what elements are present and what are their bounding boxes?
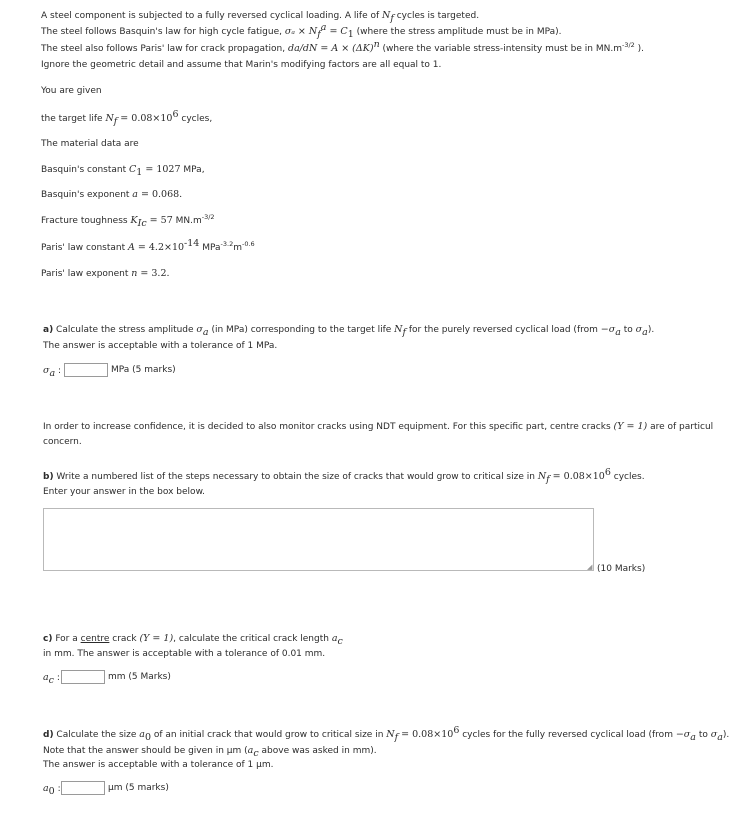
part-b-instruction: Enter your answer in the box below. xyxy=(43,487,205,497)
paris-constant: Paris' law constant $A = 4.2\times 10^{-14}$ $MPa^{-3.2}m^{-0.6}$ xyxy=(41,238,255,253)
material-heading: The material data are xyxy=(41,139,139,149)
part-c-unit-marks: mm (5 Marks) xyxy=(108,672,171,682)
part-d-note: Note that the answer should be given in μm ($a_c$ above was asked in mm). xyxy=(43,745,377,759)
part-a-input-label: $\sigma_a$ : xyxy=(43,365,62,379)
sigma-a-input[interactable] xyxy=(64,363,108,377)
ndt-paragraph-line-2: concern. xyxy=(43,437,82,447)
part-d-question: d) Calculate the size $a_0$ of an initial crack that would grow to critical size in $N_f = 0.08\times 10^6$ cycles for the fully reversed cyclical load (from $-\sigma_a$ to $\sigma_a$). xyxy=(43,725,729,743)
part-a-unit-marks: MPa (5 marks) xyxy=(111,365,176,375)
part-b-marks: (10 Marks) xyxy=(597,564,646,574)
part-a-question: a) Calculate the stress amplitude $\sigma_a$ (in MPa) corresponding to the target life $N_f$ for the purely reversed cyclical load (from $-\sigma_a$ to $\sigma_a$). xyxy=(43,324,655,338)
paris-exponent: Paris' law exponent n = 3.2. xyxy=(41,268,170,279)
resize-handle-icon[interactable]: ◢ xyxy=(587,563,593,571)
part-c-question: c) For a centre crack (Y = 1), calculate the critical crack length $a_c$ xyxy=(43,633,343,647)
basquin-exponent: Basquin's exponent a = 0.068. xyxy=(41,189,183,200)
fracture-toughness: Fracture toughness $K_{Ic} = 57$ $MN.m^{-3/2}$ xyxy=(41,213,215,229)
intro-line-2: The steel follows Basquin's law for high cycle fatigue, $\sigma_a \times N_f^a = C_1$ (where the stress amplitude must be in MPa). xyxy=(41,22,562,40)
intro-line-4: Ignore the geometric detail and assume that Marin's modifying factors are all equal to 1. xyxy=(41,60,442,70)
part-b-question: b) Write a numbered list of the steps necessary to obtain the size of cracks that would grow to critical size in $N_f = 0.08\times 10^6$ cycles. xyxy=(43,467,645,485)
part-d-unit-marks: μm (5 marks) xyxy=(108,783,169,793)
part-c-line-2: in mm. The answer is acceptable with a tolerance of 0.01 mm. xyxy=(43,649,326,659)
steps-textarea[interactable] xyxy=(43,508,594,571)
target-life: the target life $N_f = 0.08\times 10^6$ cycles, xyxy=(41,109,213,127)
given-heading: You are given xyxy=(41,86,102,96)
initial-crack-input[interactable] xyxy=(61,781,105,795)
ndt-paragraph-line-1: In order to increase confidence, it is decided to also monitor cracks using NDT equipment. For this specific part, centre cracks (Y = 1) are of particul xyxy=(43,421,714,432)
intro-line-1: A steel component is subjected to a fully reversed cyclical loading. A life of $N_f$ cycles is targeted. xyxy=(41,10,480,24)
part-d-tolerance: The answer is acceptable with a tolerance of 1 μm. xyxy=(43,760,274,770)
intro-line-3: The steel also follows Paris' law for crack propagation, $da/dN = A \times (\Delta K)^n$ (where the variable stress-intensity must be in $MN.m^{-3/2}$ ). xyxy=(41,39,645,54)
critical-crack-input[interactable] xyxy=(61,670,105,684)
part-a-tolerance: The answer is acceptable with a tolerance of 1 MPa. xyxy=(43,341,278,351)
part-c-input-label: $a_c$ : xyxy=(43,672,60,686)
basquin-constant: Basquin's constant $C_1 = 1027$ MPa, xyxy=(41,164,205,178)
part-d-input-label: $a_0$ : xyxy=(43,783,61,797)
